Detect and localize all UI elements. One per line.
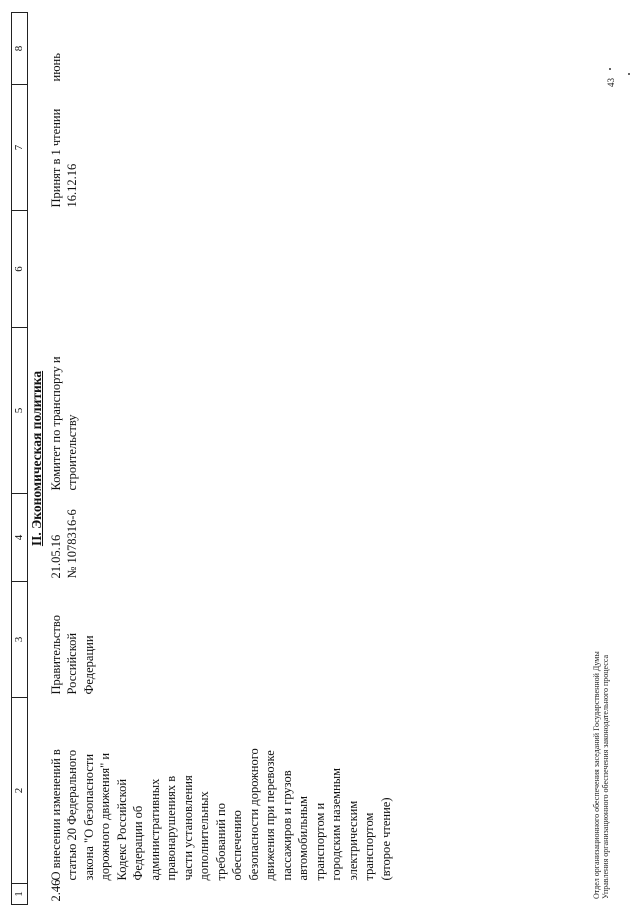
column-number-2: 2 [12,698,28,884]
column-number-6: 6 [12,211,28,328]
scan-speck [628,73,630,75]
section-title: II. Экономическая политика [29,370,44,547]
bill-date: 21.05.16 [48,534,63,579]
column-number-row [12,13,28,905]
scan-speck [609,68,611,70]
bill-status: Принят в 1 чтении 16.12.16 [48,108,79,208]
column-6-cell [47,211,396,328]
bill-number: № 1078316-6 [65,509,79,579]
section-header-row [28,13,47,905]
column-number-7: 7 [12,85,28,211]
bill-date-and-number [47,494,396,582]
page-number: 43 [606,78,616,87]
bill-deadline: июнь [48,53,63,82]
column-number-4: 4 [12,494,28,582]
column-number-5: 5 [12,328,28,494]
bill-name: О внесении изменений в статью 20 Федерального закона "О безопасности дорожного движения" и Кодекс Российской Федерации об административных правонарушениях в части установления дополнительных требований по обеспечению безопасности дорожного движения при перевозке пассажиров и грузов автомобильным транспортом и городским наземным электрическим транспортом (второе чтение) [48,748,393,881]
table-row [47,13,396,905]
column-number-1: 1 [12,884,28,905]
legislation-table [11,12,395,905]
row-number: 2.46 [48,879,63,902]
bill-initiator: Правительство Российской Федерации [48,615,96,695]
footer-line-2: Управления организационного обеспечения законодательного процесса [601,654,610,899]
footer-line-1: Отдел организационного обеспечения заседаний Государственной Думы [592,651,601,899]
column-number-3: 3 [12,582,28,698]
responsible-committee: Комитет по транспорту и строительству [48,356,79,491]
page-footer [592,651,610,899]
column-number-8: 8 [12,13,28,85]
